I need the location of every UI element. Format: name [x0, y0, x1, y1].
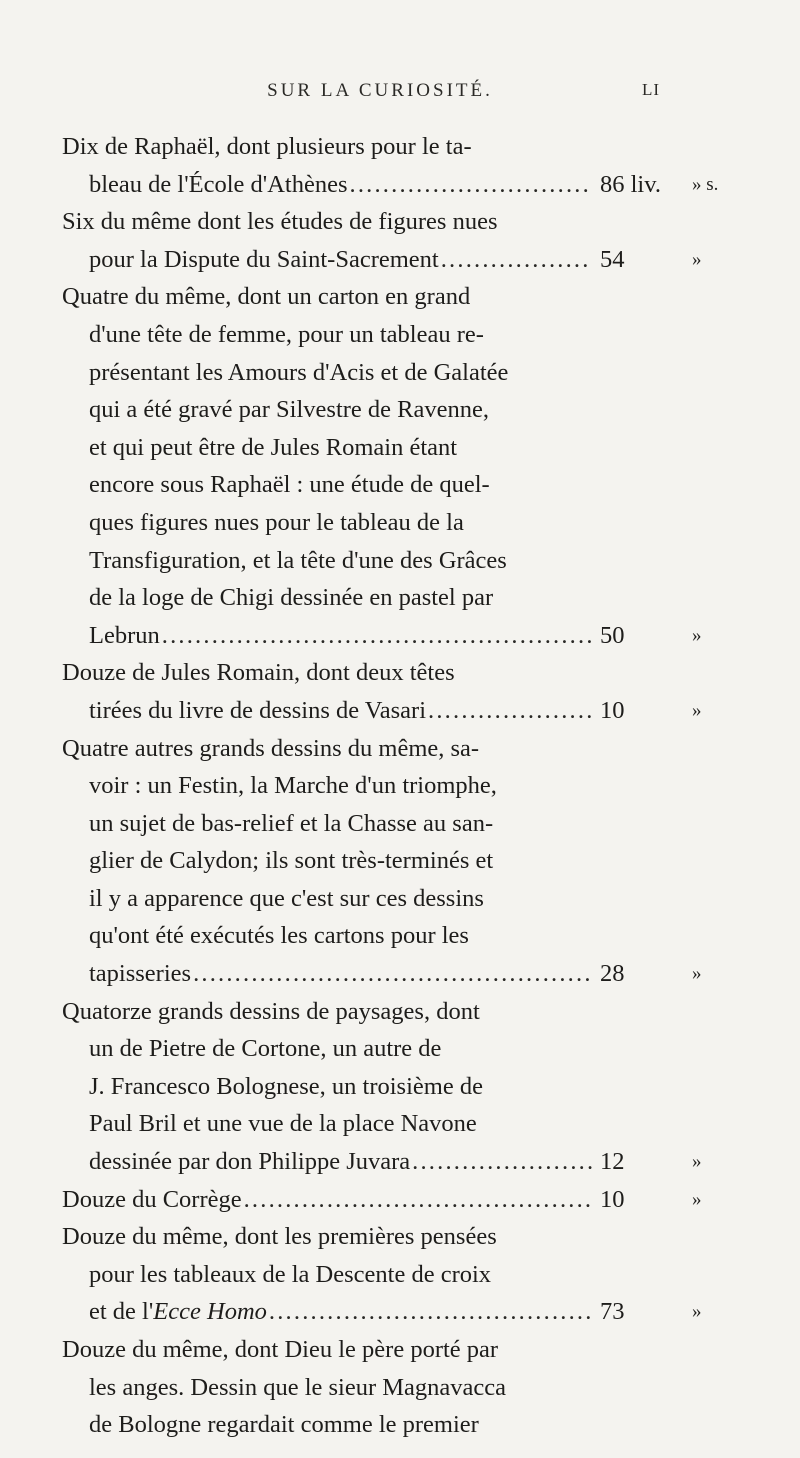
entry-price: 50: [600, 621, 625, 649]
entry-last-line: [89, 241, 598, 279]
entry-last-line: [89, 166, 598, 204]
entry-last-line: [62, 1181, 598, 1219]
entry-line: qui a été gravé par Silvestre de Ravenne,: [89, 396, 490, 424]
entry-price: 86 liv.: [600, 170, 662, 198]
entry-last-text: bleau de l'École d'Athènes: [89, 170, 348, 198]
dot-leader: [428, 692, 592, 730]
entry-line: ques figures nues pour le tableau de la: [89, 508, 464, 536]
dot-leader: [350, 166, 593, 204]
catalogue-entry: [0, 1218, 800, 1331]
dot-leader: [193, 955, 592, 993]
entry-price: 12: [600, 1148, 625, 1176]
entry-line: J. Francesco Bolognese, un troisième de: [89, 1072, 483, 1100]
entry-line: Quatorze grands dessins de paysages, dont: [62, 997, 480, 1025]
entry-line: de la loge de Chigi dessinée en pastel par: [89, 584, 494, 612]
dot-leader: [244, 1181, 592, 1219]
entry-line: les anges. Dessin que le sieur Magnavacca: [89, 1373, 507, 1401]
entry-line: présentant les Amours d'Acis et de Galatée: [89, 358, 509, 386]
catalogue-entry: [0, 128, 800, 203]
entry-line: un de Pietre de Cortone, un autre de: [89, 1035, 442, 1063]
entry-italic-title: Ecce Homo: [153, 1298, 267, 1326]
dot-leader: [412, 1143, 592, 1181]
catalogue-entry: [0, 203, 800, 278]
dot-leader: [162, 617, 592, 655]
entry-unit: »: [692, 1188, 702, 1210]
entry-unit: »: [692, 963, 702, 985]
page-number: LI: [642, 80, 661, 99]
entry-line: voir : un Festin, la Marche d'un triomphe,: [89, 772, 497, 800]
catalogue-entry: [0, 278, 800, 654]
entry-line: Douze de Jules Romain, dont deux têtes: [62, 659, 455, 687]
entry-line: Transfiguration, et la tête d'une des Grâces: [89, 546, 507, 574]
entry-last-prefix: et de l': [89, 1298, 154, 1326]
entry-last-line: [89, 1143, 598, 1181]
entry-last-text: Lebrun: [89, 621, 160, 649]
entry-line: Douze du même, dont les premières pensées: [62, 1223, 497, 1251]
entry-line: Quatre du même, dont un carton en grand: [62, 283, 471, 311]
entry-line: il y a apparence que c'est sur ces dessins: [89, 884, 484, 912]
entry-line: un sujet de bas-relief et la Chasse au san-: [89, 809, 494, 837]
dot-leader: [441, 241, 592, 279]
entry-price: 54: [600, 245, 625, 273]
entry-line: d'une tête de femme, pour un tableau re-: [89, 320, 484, 348]
entry-last-text: pour la Dispute du Saint-Sacrement: [89, 245, 439, 273]
entry-last-text: tapisseries: [89, 960, 192, 988]
entry-unit: » s.: [692, 173, 719, 195]
entry-line: et qui peut être de Jules Romain étant: [89, 433, 458, 461]
entry-last-line: [89, 955, 598, 993]
entry-price: 28: [600, 960, 625, 988]
entry-price: 73: [600, 1298, 625, 1326]
entry-price: 10: [600, 1185, 625, 1213]
entry-unit: »: [692, 699, 702, 721]
entry-last-line: [89, 1293, 598, 1331]
entry-line: Quatre autres grands dessins du même, sa-: [62, 734, 480, 762]
catalogue-entry: [0, 730, 800, 993]
entry-line: Six du même dont les études de figures nues: [62, 208, 498, 236]
dot-leader: [269, 1293, 592, 1331]
entry-unit: »: [692, 248, 702, 270]
entry-last-text: tirées du livre de dessins de Vasari: [89, 696, 427, 724]
catalogue-entry: [0, 654, 800, 729]
entry-last-text: Douze du Corrège: [62, 1185, 242, 1213]
entry-line: Dix de Raphaël, dont plusieurs pour le ta-: [62, 133, 472, 160]
entry-unit: »: [692, 624, 702, 646]
entry-line: encore sous Raphaël : une étude de quel-: [89, 471, 490, 499]
entry-last-line: [89, 617, 598, 655]
entry-last-text: [89, 1293, 267, 1331]
catalogue-entry: [0, 993, 800, 1181]
entry-line: pour les tableaux de la Descente de croix: [89, 1260, 492, 1288]
entry-unit: »: [692, 1151, 702, 1173]
entry-last-text: dessinée par don Philippe Juvara: [89, 1148, 411, 1176]
entry-line: de Bologne regardait comme le premier: [89, 1411, 479, 1439]
entry-price: 10: [600, 696, 625, 724]
entry-line: qu'ont été exécutés les cartons pour les: [89, 922, 469, 950]
entry-line: Douze du même, dont Dieu le père porté par: [62, 1336, 499, 1363]
running-title: SUR LA CURIOSITÉ.: [267, 80, 493, 101]
catalogue-entry: [0, 1331, 800, 1444]
catalogue-entry: [0, 1181, 800, 1219]
entry-last-line: [89, 692, 598, 730]
catalogue-entries: [0, 128, 800, 1444]
entry-unit: »: [692, 1301, 702, 1323]
entry-line: Paul Bril et une vue de la place Navone: [89, 1110, 477, 1138]
entry-line: glier de Calydon; ils sont très-terminés et: [89, 847, 494, 875]
